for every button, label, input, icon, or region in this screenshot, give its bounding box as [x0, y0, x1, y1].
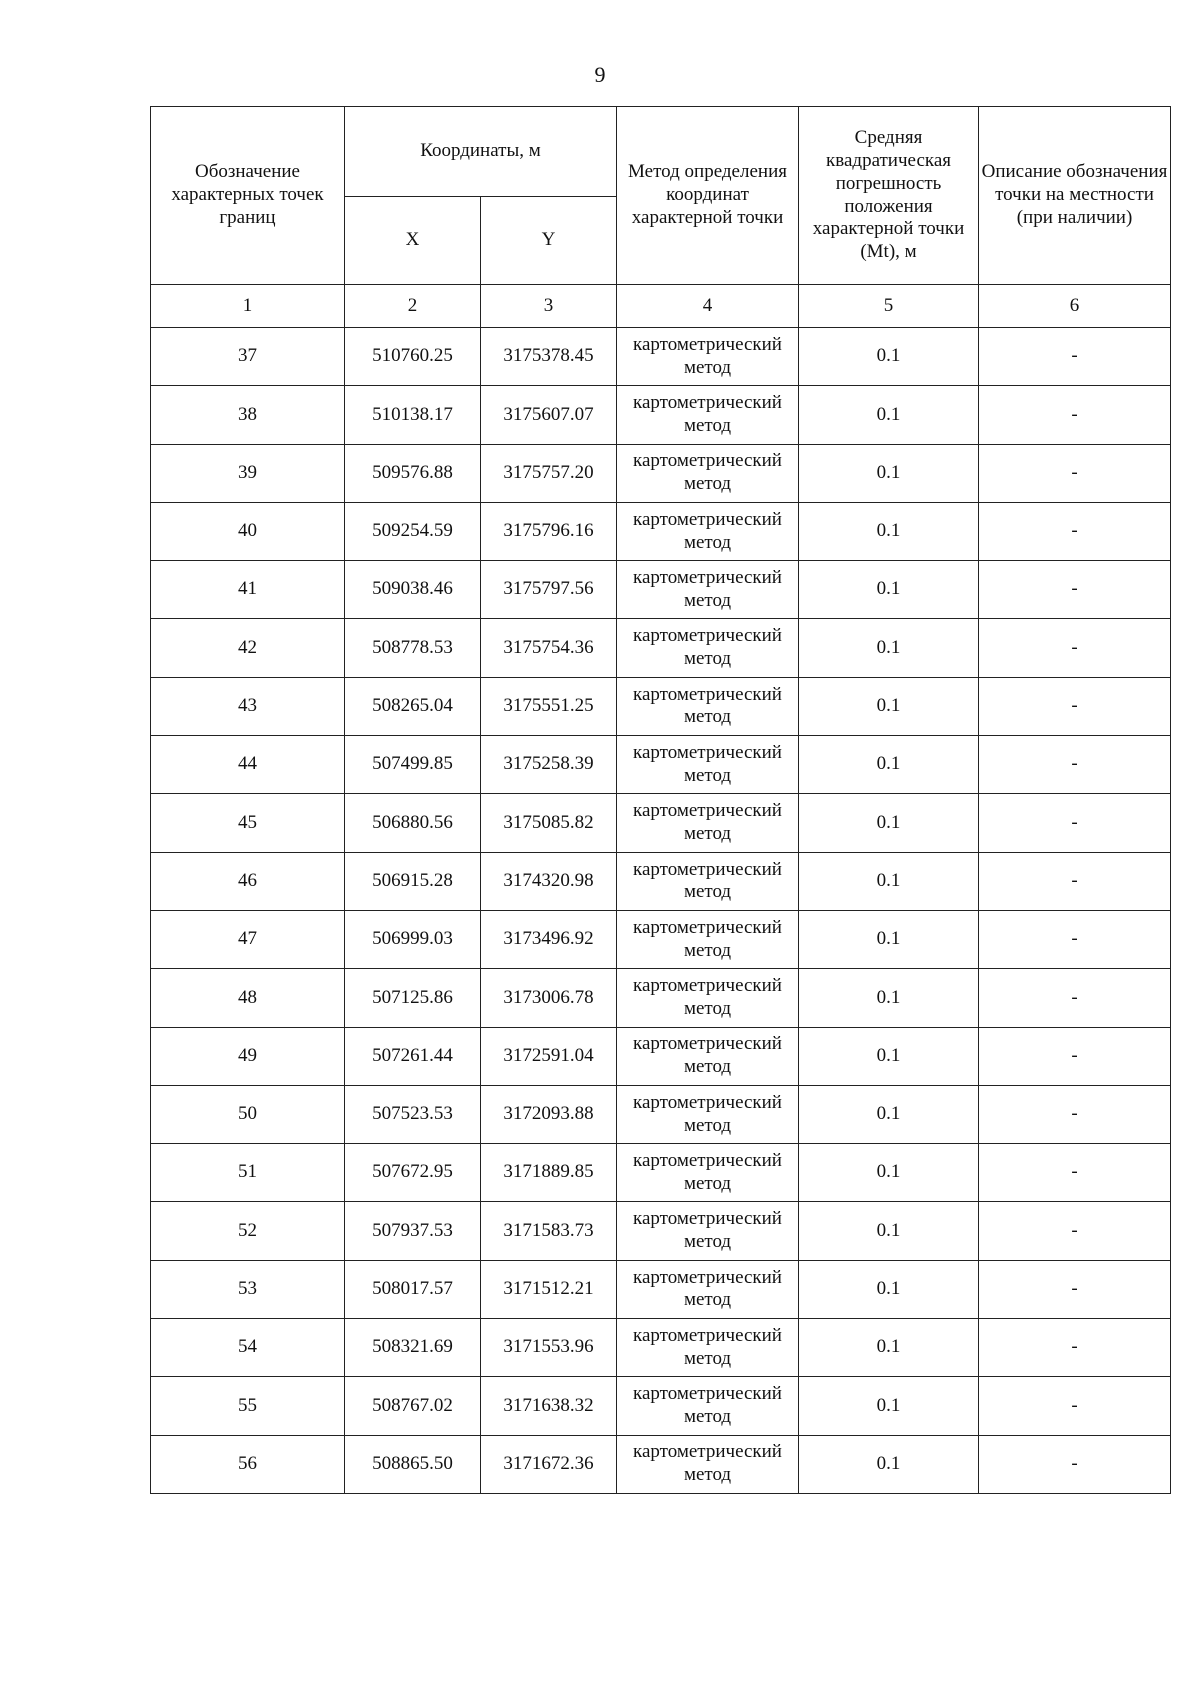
cell-method: картометрический метод	[617, 1435, 799, 1493]
cell-point: 40	[151, 502, 345, 560]
cell-method: картометрический метод	[617, 852, 799, 910]
cell-method: картометрический метод	[617, 328, 799, 386]
cell-x: 507672.95	[345, 1144, 481, 1202]
cell-y: 3172093.88	[481, 1085, 617, 1143]
cell-error: 0.1	[799, 736, 979, 794]
column-number: 6	[979, 285, 1171, 328]
table-row	[151, 1260, 1171, 1318]
cell-description: -	[979, 794, 1171, 852]
cell-error: 0.1	[799, 1027, 979, 1085]
table-row	[151, 1377, 1171, 1435]
table-row	[151, 794, 1171, 852]
cell-x: 508865.50	[345, 1435, 481, 1493]
cell-error: 0.1	[799, 677, 979, 735]
cell-description: -	[979, 1319, 1171, 1377]
cell-error: 0.1	[799, 969, 979, 1027]
cell-y: 3175757.20	[481, 444, 617, 502]
cell-x: 506999.03	[345, 910, 481, 968]
cell-point: 43	[151, 677, 345, 735]
cell-description: -	[979, 502, 1171, 560]
cell-y: 3175258.39	[481, 736, 617, 794]
cell-error: 0.1	[799, 1202, 979, 1260]
column-number: 4	[617, 285, 799, 328]
cell-point: 50	[151, 1085, 345, 1143]
cell-error: 0.1	[799, 794, 979, 852]
header-y: Y	[481, 197, 617, 285]
header-error: Средняя квадратическая погрешность положения характерной точки (Mt), м	[799, 107, 979, 285]
cell-error: 0.1	[799, 1260, 979, 1318]
cell-method: картометрический метод	[617, 910, 799, 968]
cell-x: 506880.56	[345, 794, 481, 852]
cell-error: 0.1	[799, 1435, 979, 1493]
cell-point: 44	[151, 736, 345, 794]
cell-method: картометрический метод	[617, 619, 799, 677]
cell-point: 46	[151, 852, 345, 910]
cell-point: 42	[151, 619, 345, 677]
table-row	[151, 328, 1171, 386]
cell-method: картометрический метод	[617, 1377, 799, 1435]
cell-point: 55	[151, 1377, 345, 1435]
header-description: Описание обозначения точки на местности (при наличии)	[979, 107, 1171, 285]
cell-error: 0.1	[799, 386, 979, 444]
cell-x: 507499.85	[345, 736, 481, 794]
cell-point: 45	[151, 794, 345, 852]
cell-y: 3173496.92	[481, 910, 617, 968]
cell-point: 37	[151, 328, 345, 386]
table-row	[151, 1085, 1171, 1143]
table-row	[151, 1435, 1171, 1493]
cell-x: 509576.88	[345, 444, 481, 502]
table-row	[151, 736, 1171, 794]
cell-y: 3171553.96	[481, 1319, 617, 1377]
cell-x: 507261.44	[345, 1027, 481, 1085]
cell-description: -	[979, 561, 1171, 619]
cell-y: 3175551.25	[481, 677, 617, 735]
table-body	[151, 328, 1171, 1494]
cell-method: картометрический метод	[617, 386, 799, 444]
cell-x: 508778.53	[345, 619, 481, 677]
cell-description: -	[979, 1144, 1171, 1202]
header-coordinates: Координаты, м	[345, 107, 617, 197]
cell-method: картометрический метод	[617, 1202, 799, 1260]
cell-description: -	[979, 1202, 1171, 1260]
cell-description: -	[979, 1377, 1171, 1435]
cell-y: 3175796.16	[481, 502, 617, 560]
cell-x: 509038.46	[345, 561, 481, 619]
header-method: Метод определения координат характерной точки	[617, 107, 799, 285]
cell-description: -	[979, 328, 1171, 386]
table-row	[151, 910, 1171, 968]
cell-method: картометрический метод	[617, 1027, 799, 1085]
cell-method: картометрический метод	[617, 1085, 799, 1143]
cell-error: 0.1	[799, 502, 979, 560]
cell-y: 3171889.85	[481, 1144, 617, 1202]
header-x: X	[345, 197, 481, 285]
cell-y: 3174320.98	[481, 852, 617, 910]
table-row	[151, 1027, 1171, 1085]
cell-y: 3171672.36	[481, 1435, 617, 1493]
cell-point: 49	[151, 1027, 345, 1085]
cell-point: 38	[151, 386, 345, 444]
cell-point: 48	[151, 969, 345, 1027]
cell-y: 3175797.56	[481, 561, 617, 619]
cell-point: 53	[151, 1260, 345, 1318]
table-row	[151, 386, 1171, 444]
cell-method: картометрический метод	[617, 677, 799, 735]
cell-method: картометрический метод	[617, 736, 799, 794]
cell-method: картометрический метод	[617, 502, 799, 560]
cell-description: -	[979, 677, 1171, 735]
table-row	[151, 852, 1171, 910]
cell-y: 3175378.45	[481, 328, 617, 386]
cell-x: 507125.86	[345, 969, 481, 1027]
cell-error: 0.1	[799, 1085, 979, 1143]
cell-description: -	[979, 852, 1171, 910]
cell-description: -	[979, 910, 1171, 968]
column-number: 1	[151, 285, 345, 328]
cell-description: -	[979, 1260, 1171, 1318]
table-row	[151, 561, 1171, 619]
cell-y: 3171638.32	[481, 1377, 617, 1435]
cell-description: -	[979, 1027, 1171, 1085]
cell-description: -	[979, 386, 1171, 444]
cell-point: 52	[151, 1202, 345, 1260]
cell-y: 3175754.36	[481, 619, 617, 677]
cell-description: -	[979, 444, 1171, 502]
cell-point: 56	[151, 1435, 345, 1493]
cell-point: 47	[151, 910, 345, 968]
cell-error: 0.1	[799, 1377, 979, 1435]
cell-method: картометрический метод	[617, 1319, 799, 1377]
cell-y: 3171512.21	[481, 1260, 617, 1318]
cell-error: 0.1	[799, 910, 979, 968]
cell-description: -	[979, 969, 1171, 1027]
cell-y: 3175607.07	[481, 386, 617, 444]
cell-x: 506915.28	[345, 852, 481, 910]
cell-point: 54	[151, 1319, 345, 1377]
table-row	[151, 1144, 1171, 1202]
table-row	[151, 677, 1171, 735]
cell-error: 0.1	[799, 561, 979, 619]
header-point: Обозначение характерных точек границ	[151, 107, 345, 285]
table-row	[151, 444, 1171, 502]
table-row	[151, 502, 1171, 560]
cell-description: -	[979, 1085, 1171, 1143]
cell-error: 0.1	[799, 444, 979, 502]
cell-description: -	[979, 1435, 1171, 1493]
cell-x: 510760.25	[345, 328, 481, 386]
cell-x: 507937.53	[345, 1202, 481, 1260]
cell-point: 51	[151, 1144, 345, 1202]
cell-x: 510138.17	[345, 386, 481, 444]
cell-error: 0.1	[799, 1144, 979, 1202]
cell-error: 0.1	[799, 1319, 979, 1377]
cell-method: картометрический метод	[617, 444, 799, 502]
cell-method: картометрический метод	[617, 1260, 799, 1318]
table-row	[151, 1202, 1171, 1260]
column-number: 5	[799, 285, 979, 328]
cell-description: -	[979, 619, 1171, 677]
cell-point: 41	[151, 561, 345, 619]
column-number: 2	[345, 285, 481, 328]
cell-error: 0.1	[799, 619, 979, 677]
cell-point: 39	[151, 444, 345, 502]
cell-y: 3175085.82	[481, 794, 617, 852]
cell-y: 3173006.78	[481, 969, 617, 1027]
cell-error: 0.1	[799, 852, 979, 910]
cell-method: картометрический метод	[617, 561, 799, 619]
cell-error: 0.1	[799, 328, 979, 386]
cell-description: -	[979, 736, 1171, 794]
cell-x: 508321.69	[345, 1319, 481, 1377]
cell-method: картометрический метод	[617, 1144, 799, 1202]
column-number: 3	[481, 285, 617, 328]
page-number: 9	[594, 62, 606, 87]
cell-x: 509254.59	[345, 502, 481, 560]
cell-method: картометрический метод	[617, 794, 799, 852]
cell-y: 3172591.04	[481, 1027, 617, 1085]
cell-x: 508017.57	[345, 1260, 481, 1318]
table-row	[151, 1319, 1171, 1377]
cell-method: картометрический метод	[617, 969, 799, 1027]
cell-y: 3171583.73	[481, 1202, 617, 1260]
cell-x: 508767.02	[345, 1377, 481, 1435]
cell-x: 508265.04	[345, 677, 481, 735]
table-row	[151, 619, 1171, 677]
coordinates-table	[150, 106, 1171, 1494]
cell-x: 507523.53	[345, 1085, 481, 1143]
table-row	[151, 969, 1171, 1027]
